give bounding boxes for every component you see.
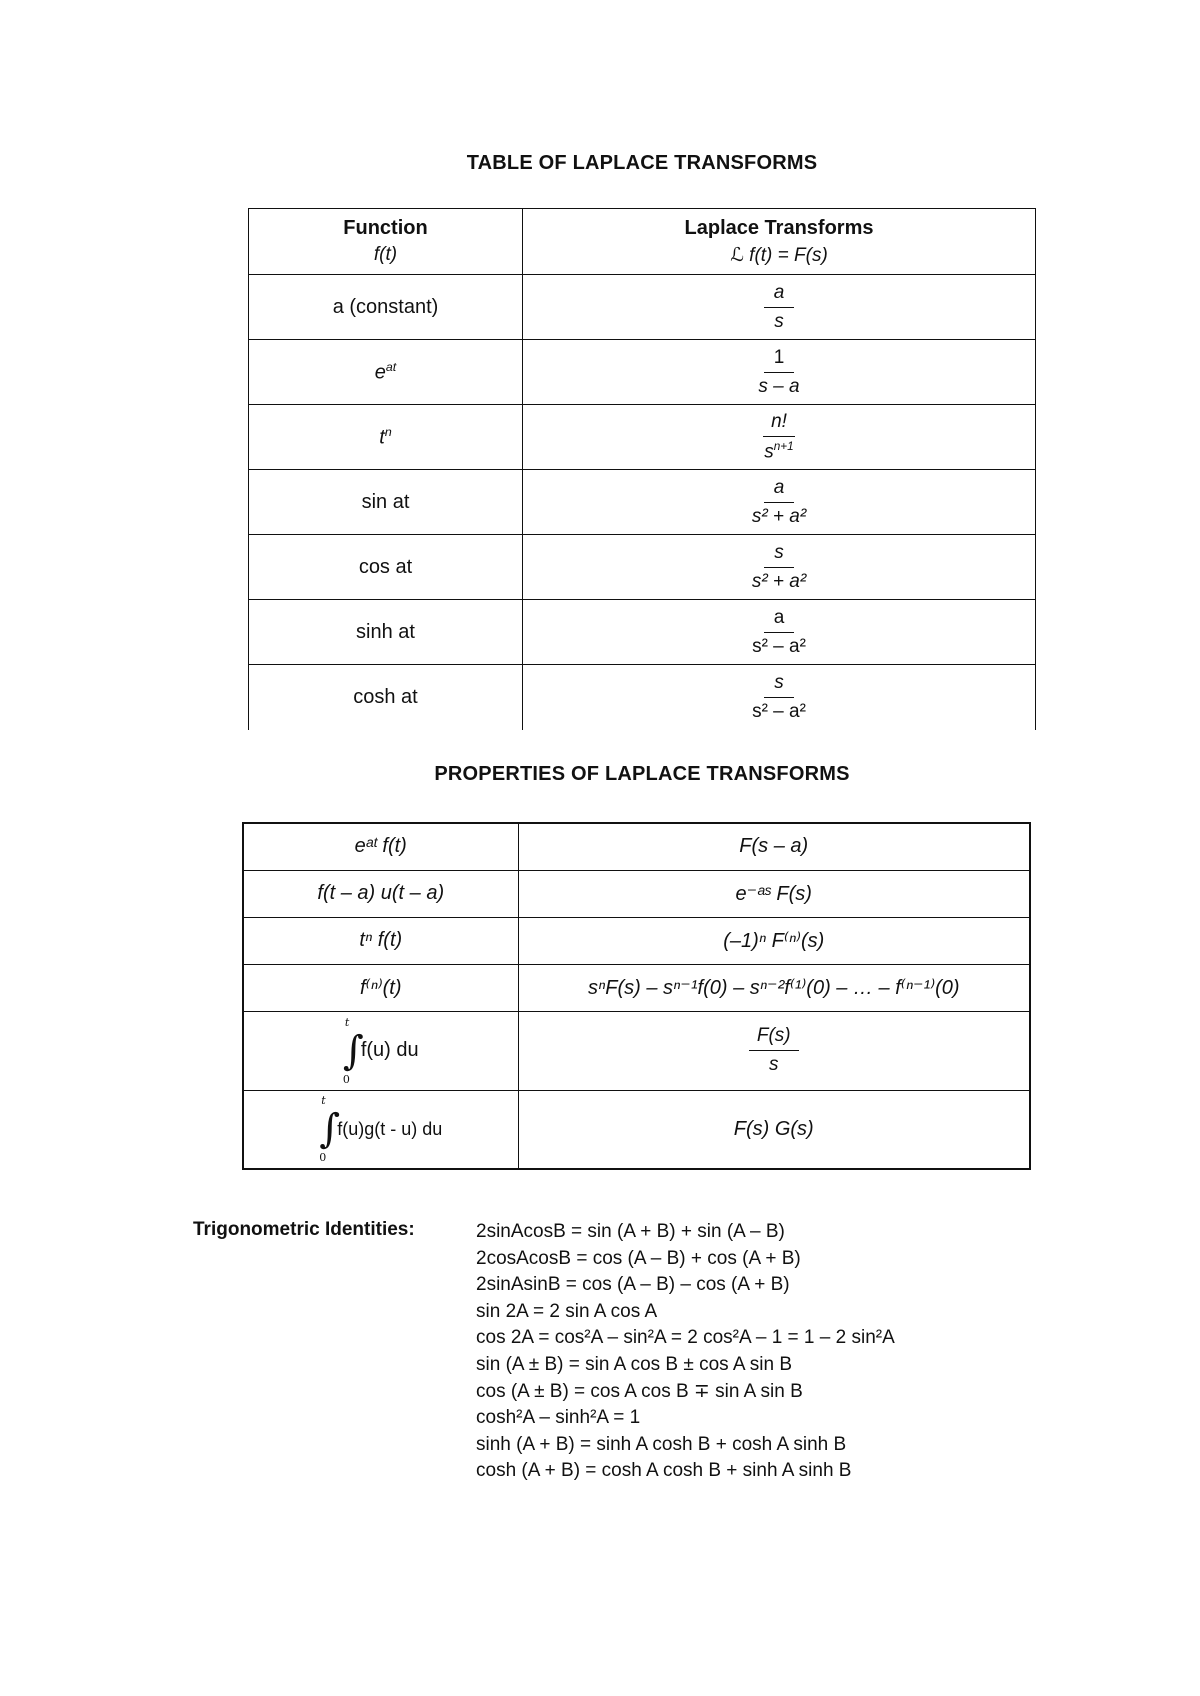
- laplace-table-title: TABLE OF LAPLACE TRANSFORMS: [466, 152, 818, 174]
- fraction-denominator: s² + a²: [751, 570, 807, 592]
- fraction-numerator: a: [764, 607, 794, 633]
- function-cell: [249, 275, 523, 340]
- properties-table: [242, 822, 1031, 1170]
- integrand: f(u)g(t - u) du: [337, 1118, 443, 1139]
- fraction-numerator: n!: [763, 411, 795, 437]
- transform-cell: [523, 600, 1036, 665]
- integral-upper-limit: t: [344, 1015, 350, 1029]
- function-cell: [249, 535, 523, 600]
- list-item: 2sinAcosB = sin (A + B) + sin (A – B): [476, 1221, 785, 1242]
- function-text: cos at: [358, 555, 413, 578]
- list-item: sin (A ± B) = sin A cos B ± cos A sin B: [476, 1353, 793, 1375]
- trig-identities-list: [476, 1219, 895, 1485]
- property-right-cell: (–1)ⁿ F⁽ⁿ⁾(s): [518, 917, 1030, 964]
- integral-lower-limit: 0: [342, 1072, 350, 1086]
- list-item: cosh²A – sinh²A = 1: [476, 1407, 641, 1429]
- property-right-cell: e⁻ᵃˢ F(s): [518, 870, 1030, 917]
- integral-sign: ∫ t 0: [342, 1015, 364, 1086]
- table-row: [243, 870, 1030, 917]
- function-text: a (constant): [332, 295, 439, 318]
- integral-expression: [319, 1094, 443, 1165]
- fraction-numerator: a: [764, 477, 794, 503]
- function-base: t: [379, 426, 385, 449]
- transform-header-sub: ℒ f(t) = F(s): [730, 244, 828, 266]
- function-text: cosh at: [353, 685, 418, 708]
- fraction-denominator: s: [768, 1054, 779, 1075]
- table-row: [249, 275, 1036, 340]
- integral-sign: ∫ t 0: [319, 1094, 341, 1165]
- transform-fraction: [749, 1025, 799, 1076]
- fraction-denominator: s – a: [758, 375, 800, 397]
- list-item: cos 2A = cos²A – sin²A = 2 cos²A – 1 = 1 – 2 sin²A: [476, 1327, 895, 1349]
- transform-cell: [523, 665, 1036, 730]
- property-left-cell: tⁿ f(t): [243, 917, 518, 964]
- function-header-sub: f(t): [373, 244, 398, 265]
- table-row: [243, 823, 1030, 870]
- table-row: [249, 405, 1036, 470]
- table-row: [249, 535, 1036, 600]
- property-left-cell: [243, 1011, 518, 1090]
- laplace-transforms-table: [248, 208, 1036, 730]
- table-row: [243, 1011, 1030, 1090]
- table-header-row: [249, 209, 1036, 275]
- property-left-cell: f⁽ⁿ⁾(t): [243, 964, 518, 1011]
- function-text: sinh at: [356, 620, 415, 643]
- integral-upper-limit: t: [321, 1094, 326, 1108]
- denominator-exponent: n+1: [773, 439, 794, 453]
- transform-cell: [523, 470, 1036, 535]
- fraction-denominator: s² – a²: [752, 700, 806, 722]
- function-cell: [249, 340, 523, 405]
- transform-header-label: Laplace Transforms: [684, 216, 874, 239]
- list-item: 2cosAcosB = cos (A – B) + cos (A + B): [476, 1247, 801, 1269]
- integral-expression: [342, 1015, 419, 1086]
- transform-fraction: [750, 347, 807, 398]
- fraction-denominator: [756, 437, 801, 463]
- function-cell: [249, 665, 523, 730]
- property-right-cell: F(s) G(s): [518, 1090, 1030, 1169]
- table-row: [249, 665, 1036, 730]
- transform-cell: [523, 340, 1036, 405]
- list-item: sin 2A = 2 sin A cos A: [476, 1300, 658, 1322]
- integrand: f(u) du: [360, 1039, 419, 1061]
- fraction-denominator: s² + a²: [751, 505, 807, 527]
- transform-fraction: [744, 672, 814, 723]
- fraction-numerator: F(s): [749, 1025, 799, 1051]
- property-right-cell: [518, 1011, 1030, 1090]
- fraction-denominator: s: [774, 310, 784, 332]
- function-text: sin at: [361, 490, 410, 513]
- transform-header-cell: [523, 209, 1036, 275]
- function-base: e: [374, 361, 386, 384]
- function-cell: [249, 470, 523, 535]
- table-row: [243, 917, 1030, 964]
- function-cell: [249, 405, 523, 470]
- fraction-numerator: s: [764, 542, 794, 568]
- table-row: [249, 340, 1036, 405]
- trig-identities-label: Trigonometric Identities:: [193, 1219, 415, 1240]
- table-row: [249, 470, 1036, 535]
- property-right-cell: F(s – a): [518, 823, 1030, 870]
- table-row: [243, 964, 1030, 1011]
- function-exponent: n: [384, 424, 392, 439]
- properties-title: PROPERTIES OF LAPLACE TRANSFORMS: [434, 763, 850, 785]
- fraction-numerator: s: [764, 672, 794, 698]
- function-cell: [249, 600, 523, 665]
- transform-cell: [523, 405, 1036, 470]
- list-item: 2sinAsinB = cos (A – B) – cos (A + B): [476, 1274, 790, 1296]
- property-left-cell: eᵃᵗ f(t): [243, 823, 518, 870]
- transform-fraction: [764, 282, 794, 333]
- denominator-base: s: [764, 441, 774, 463]
- table-row: [249, 600, 1036, 665]
- transform-cell: [523, 275, 1036, 340]
- transform-fraction: [744, 542, 814, 593]
- transform-fraction: [744, 607, 814, 658]
- function-exponent: at: [385, 359, 397, 374]
- property-right-cell: sⁿF(s) – sⁿ⁻¹f(0) – sⁿ⁻²f⁽¹⁾(0) – … – f⁽ⁿ⁻¹⁾(0): [518, 964, 1030, 1011]
- property-left-cell: [243, 1090, 518, 1169]
- list-item: sinh (A + B) = sinh A cosh B + cosh A sinh B: [476, 1433, 847, 1455]
- transform-fraction: [756, 411, 801, 463]
- fraction-numerator: a: [764, 282, 794, 308]
- table-row: [243, 1090, 1030, 1169]
- fraction-numerator: 1: [764, 347, 794, 373]
- property-left-cell: f(t – a) u(t – a): [243, 870, 518, 917]
- list-item: cosh (A + B) = cosh A cosh B + sinh A sinh B: [476, 1460, 852, 1482]
- function-header-label: Function: [343, 217, 428, 239]
- fraction-denominator: s² – a²: [752, 635, 806, 657]
- list-item: cos (A ± B) = cos A cos B ∓ sin A sin B: [476, 1380, 803, 1402]
- transform-cell: [523, 535, 1036, 600]
- transform-fraction: [744, 477, 814, 528]
- integral-lower-limit: 0: [319, 1151, 327, 1165]
- function-header-cell: [249, 209, 523, 275]
